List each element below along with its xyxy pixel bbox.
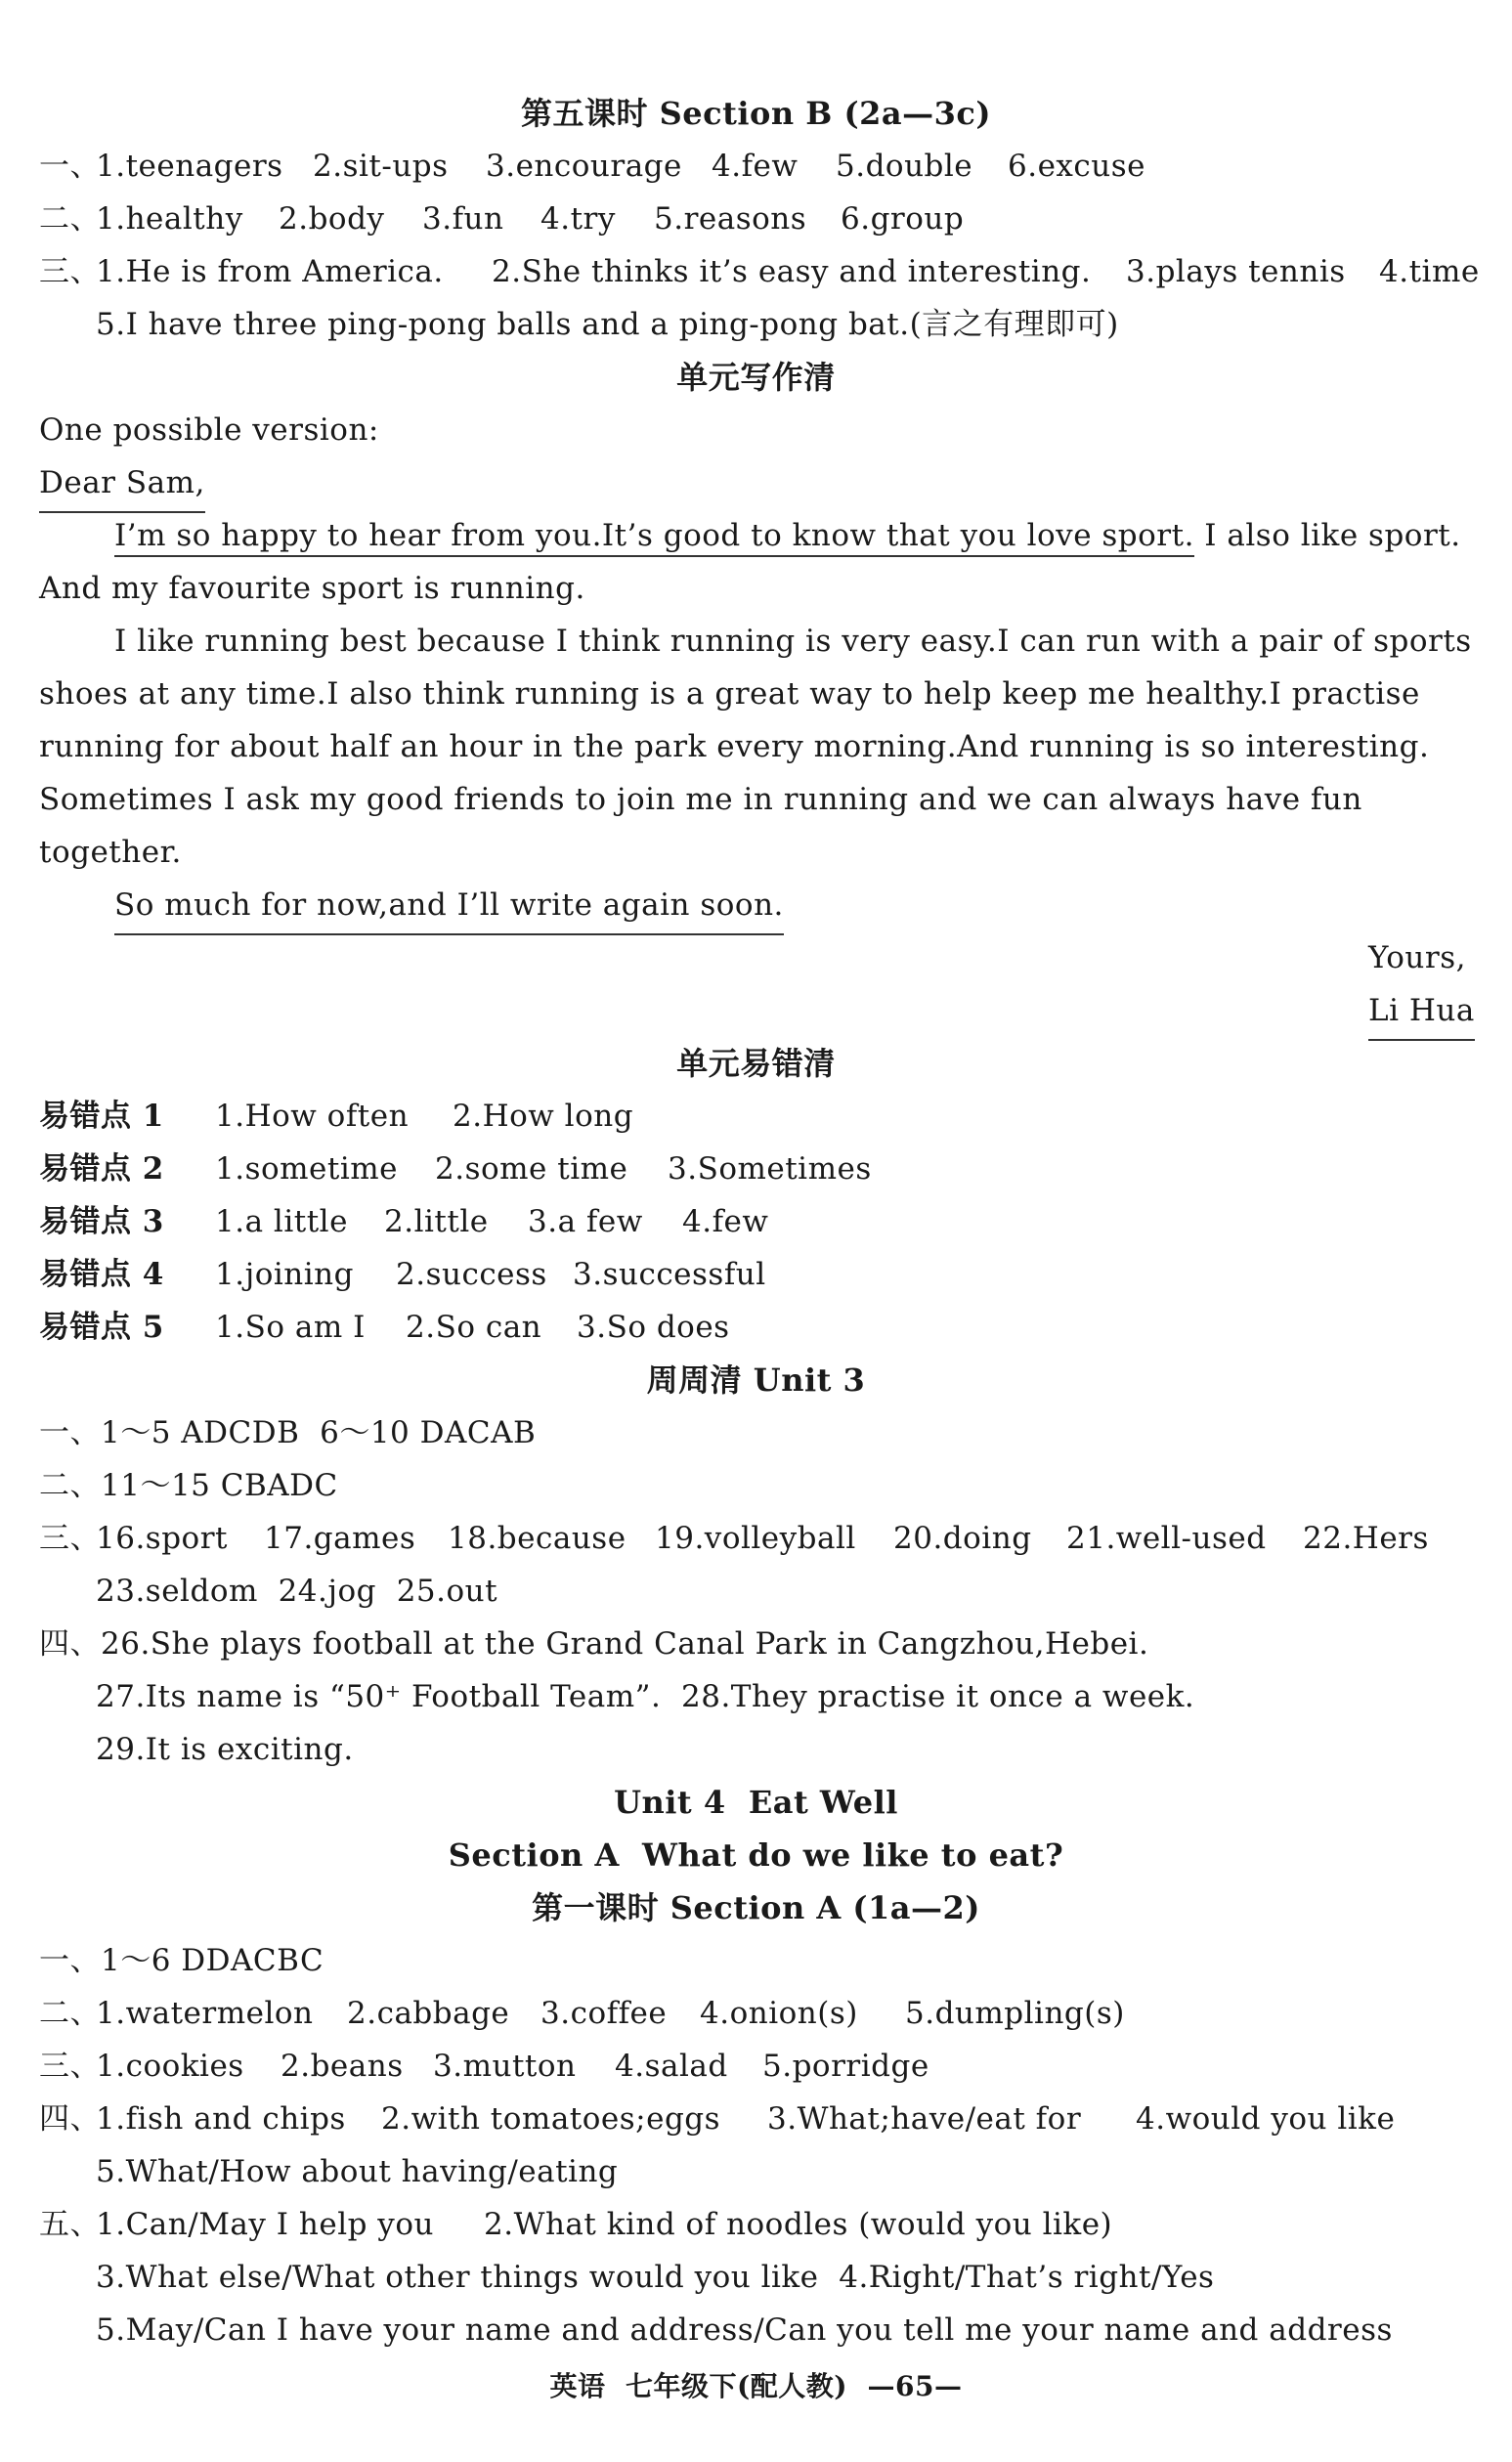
letter-line: So much for now,and I’ll write again soon. bbox=[0, 879, 1512, 931]
answer-line: 5.May/Can I have your name and address/Can you tell me your name and address bbox=[96, 2312, 1393, 2348]
answer-line: 23.seldom 24.jog 25.out bbox=[96, 1574, 498, 1609]
answer-line: 29.It is exciting. bbox=[96, 1732, 354, 1767]
letter-greeting: Dear Sam, bbox=[0, 456, 1512, 509]
letter-line: I like running best because I think running is very easy.I can run with a pair of sports bbox=[114, 624, 1472, 659]
answer-line: 5.I have three ping-pong balls and a ping-pong bat.(言之有理即可) bbox=[96, 307, 1119, 342]
error-row: 易错点 5 1.So am I 2.So can 3.So does bbox=[39, 1310, 730, 1345]
error-row: 易错点 4 1.joining 2.success 3.successful bbox=[39, 1257, 766, 1292]
answer-line: 五、 1.Can/May I help you 2.What kind of noodles (would you like) bbox=[39, 2207, 1113, 2242]
page-footer: 英语 七年级下(配人教) —65— bbox=[549, 2370, 963, 2402]
answer-line: 3.What else/What other things would you like 4.Right/That’s right/Yes bbox=[96, 2260, 1215, 2295]
letter-line: running for about half an hour in the park every morning.And running is so interesting. bbox=[39, 729, 1430, 764]
letter-closing: Yours, bbox=[1368, 940, 1466, 975]
error-row: 易错点 3 1.a little 2.little 3.a few 4.few bbox=[39, 1204, 769, 1239]
letter-line: Sometimes I ask my good friends to join me in running and we can always have fun bbox=[39, 782, 1362, 817]
error-row: 易错点 2 1.sometime 2.some time 3.Sometimes bbox=[39, 1151, 872, 1187]
answer-line: 二、 1.watermelon 2.cabbage 3.coffee 4.onion(s) 5.dumpling(s) bbox=[39, 1996, 1125, 2031]
answer-line: 一、1～5 ADCDB 6～10 DACAB bbox=[39, 1415, 537, 1450]
answer-line: 二、11～15 CBADC bbox=[39, 1468, 338, 1503]
weekly-title: 周周清 Unit 3 bbox=[646, 1361, 866, 1399]
letter-line: together. bbox=[39, 835, 182, 870]
answer-line: 一、 1.teenagers 2.sit-ups 3.encourage 4.few 5.double 6.excuse bbox=[39, 149, 1145, 184]
letter-signature: Li Hua bbox=[0, 984, 1512, 1037]
letter-line: And my favourite sport is running. bbox=[39, 571, 585, 606]
errors-title: 单元易错清 bbox=[676, 1045, 836, 1082]
answer-line: 四、26.She plays football at the Grand Canal Park in Cangzhou,Hebei. bbox=[39, 1626, 1149, 1662]
answer-line: 三、 16.sport 17.games 18.because 19.volleyball 20.doing 21.well-used 22.Hers bbox=[39, 1521, 1429, 1556]
answer-line: 二、 1.healthy 2.body 3.fun 4.try 5.reasons 6.group bbox=[39, 201, 965, 237]
answer-line: 一、1～6 DDACBC bbox=[39, 1943, 324, 1978]
letter-line: I’m so happy to hear from you.It’s good to know that you love sport. I also like sport. bbox=[0, 509, 1512, 562]
answer-line: 5.What/How about having/eating bbox=[96, 2154, 619, 2189]
lesson-title: 第一课时 Section A (1a—2) bbox=[532, 1889, 980, 1926]
answer-line: 27.Its name is “50⁺ Football Team”. 28.They practise it once a week. bbox=[96, 1679, 1195, 1714]
section-subtitle: Section A What do we like to eat? bbox=[448, 1836, 1064, 1874]
section-title: 第五课时 Section B (2a—3c) bbox=[520, 95, 991, 132]
answer-line: 三、 1.He is from America. 2.She thinks it’s easy and interesting. 3.plays tennis 4.time bbox=[39, 254, 1480, 289]
writing-title: 单元写作清 bbox=[676, 359, 836, 396]
answer-line: 四、 1.fish and chips 2.with tomatoes;eggs 3.What;have/eat for 4.would you like bbox=[39, 2101, 1396, 2137]
error-row: 易错点 1 1.How often 2.How long bbox=[39, 1099, 634, 1134]
answer-line: 三、 1.cookies 2.beans 3.mutton 4.salad 5.porridge bbox=[39, 2049, 929, 2084]
letter-line: shoes at any time.I also think running is a great way to help keep me healthy.I practise bbox=[39, 676, 1420, 712]
writing-intro: One possible version: bbox=[39, 412, 379, 448]
unit-title: Unit 4 Eat Well bbox=[614, 1784, 898, 1821]
